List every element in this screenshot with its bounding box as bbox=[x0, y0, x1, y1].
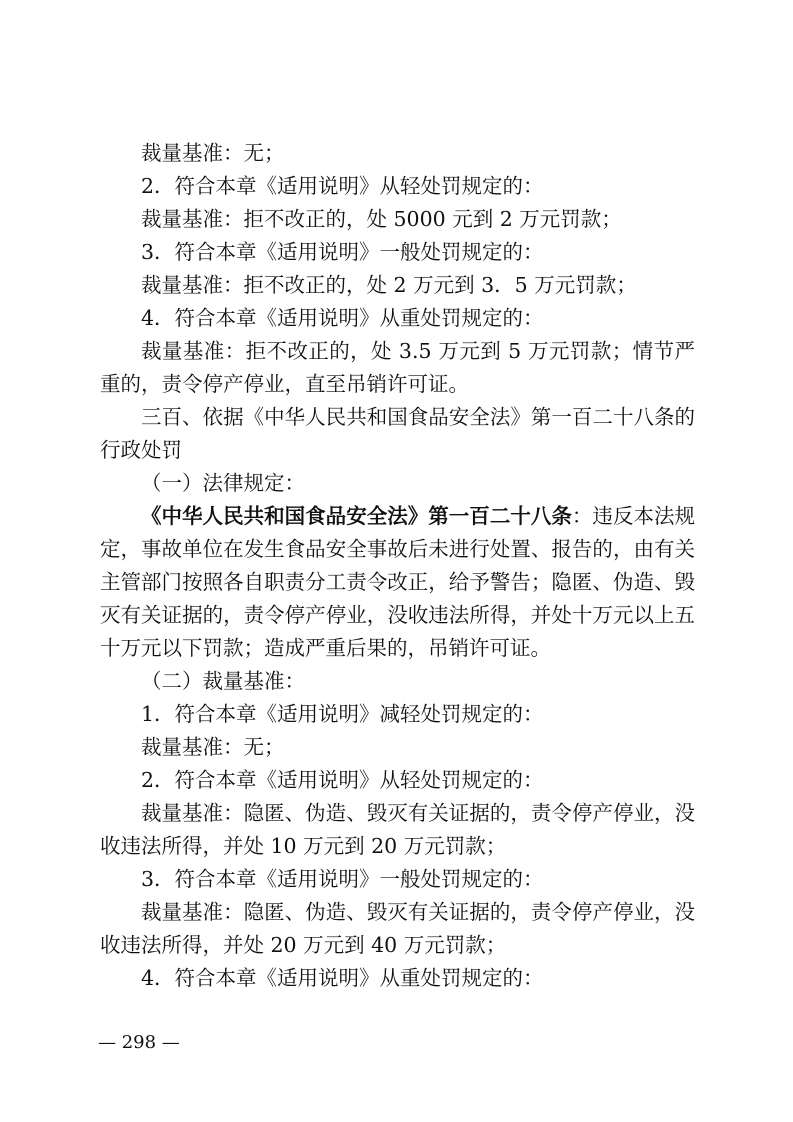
subsection-heading: （一）法律规定： bbox=[141, 471, 305, 495]
paragraph: 2．符合本章《适用说明》从轻处罚规定的： bbox=[141, 174, 544, 198]
section-heading: 三百、依据《中华人民共和国食品安全法》第一百二十八条的行政处罚 bbox=[100, 405, 695, 462]
paragraph: 3．符合本章《适用说明》一般处罚规定的： bbox=[141, 867, 544, 891]
paragraph: 3．符合本章《适用说明》一般处罚规定的： bbox=[141, 240, 544, 264]
paragraph: 4．符合本章《适用说明》从重处罚规定的： bbox=[141, 306, 544, 330]
paragraph: 裁量基准：无； bbox=[141, 735, 285, 759]
paragraph: 裁量基准：拒不改正的，处 3.5 万元到 5 万元罚款；情节严重的，责令停产停业，直至吊销许可证。 bbox=[100, 339, 695, 396]
law-paragraph bbox=[100, 500, 695, 665]
paragraph: 4．符合本章《适用说明》从重处罚规定的： bbox=[141, 966, 544, 990]
paragraph: 裁量基准：隐匿、伪造、毁灭有关证据的，责令停产停业，没收违法所得，并处 20 万元到 40 万元罚款； bbox=[100, 900, 695, 957]
paragraph: 裁量基准：拒不改正的，处 2 万元到 3．5 万元罚款； bbox=[141, 273, 637, 297]
paragraph: 裁量基准：拒不改正的，处 5000 元到 2 万元罚款； bbox=[141, 207, 622, 231]
law-text: ：违反本法规定，事故单位在发生食品安全事故后未进行处置、报告的，由有关主管部门按照各自职责分工责令改正，给予警告；隐匿、伪造、毁灭有关证据的，责令停产停业，没收违法所得，并处十万元以上五十万元以下罚款；造成严重后果的，吊销许可证。 bbox=[100, 504, 696, 660]
document-body bbox=[100, 137, 695, 995]
paragraph: 裁量基准：隐匿、伪造、毁灭有关证据的，责令停产停业，没收违法所得，并处 10 万元到 20 万元罚款； bbox=[100, 801, 695, 858]
paragraph: 1．符合本章《适用说明》减轻处罚规定的： bbox=[141, 702, 544, 726]
page-number: — 298 — bbox=[98, 1032, 180, 1053]
paragraph: 裁量基准：无； bbox=[141, 141, 285, 165]
law-title: 《中华人民共和国食品安全法》第一百二十八条 bbox=[141, 504, 572, 528]
paragraph: 2．符合本章《适用说明》从轻处罚规定的： bbox=[141, 768, 544, 792]
subsection-heading: （二）裁量基准： bbox=[141, 669, 305, 693]
